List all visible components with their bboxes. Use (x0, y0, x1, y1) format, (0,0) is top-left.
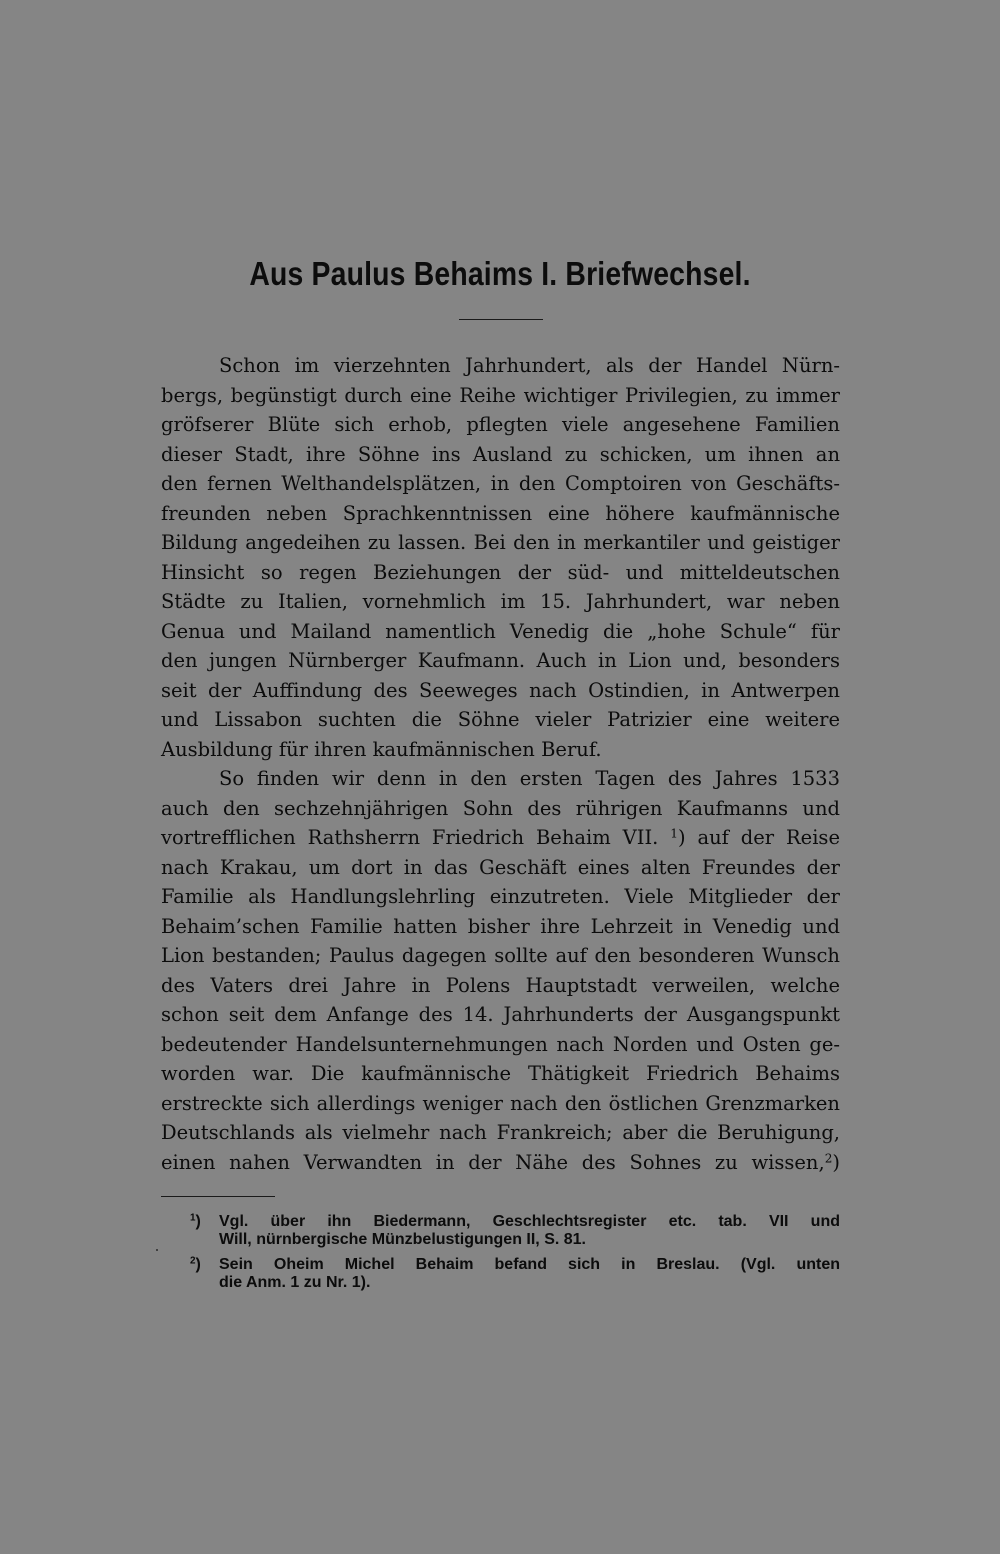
text-line-with-footnote-ref (161, 823, 840, 853)
footnote-marker: $^2$) (190, 1255, 201, 1273)
footnote-ref-2: 2 (824, 1150, 833, 1165)
speck-mark (156, 1249, 158, 1251)
footnote-divider (161, 1196, 275, 1197)
body-text (161, 351, 840, 1177)
text-fragment: ) (832, 1150, 840, 1174)
footnote-2 (161, 1256, 840, 1292)
text-fragment: vortrefflichen Rathsherrn Friedrich Behaim VII. (161, 826, 659, 849)
text-line: freunden neben Sprachkenntnissen eine höhere kaufmännische (161, 501, 840, 525)
text-line: Hinsicht so regen Beziehungen der süd- und mitteldeutschen (161, 560, 840, 584)
text-line: Familie als Handlungslehrling einzutreten. Viele Mitglieder der (161, 885, 840, 908)
text-line: gröfserer Blüte sich erhob, pflegten viele angesehene Familien (161, 413, 840, 436)
footnote-line: Sein Oheim Michel Behaim befand sich in Breslau. (Vgl. unten (219, 1256, 840, 1273)
text-line: Lion bestanden; Paulus dagegen sollte auf den besonderen Wunsch (161, 944, 840, 967)
text-fragment: ) auf der Reise (677, 826, 840, 849)
footnote-1 (161, 1213, 840, 1249)
footnote-line: Vgl. über ihn Biedermann, Geschlechtsregister etc. tab. VII und (219, 1213, 840, 1230)
text-line: bedeutender Handelsunternehmungen nach Norden und Osten ge- (161, 1032, 840, 1056)
text-line: dieser Stadt, ihre Söhne ins Ausland zu schicken, um ihnen an (161, 442, 840, 466)
text-line-with-footnote-ref (161, 1148, 840, 1178)
footnote-marker: $^1$) (190, 1212, 201, 1230)
text-line: So finden wir denn in den ersten Tagen des Jahres 1533 (219, 767, 840, 790)
footnote-line: Will, nürnbergische Münzbelustigungen II, S. 81. (219, 1231, 586, 1248)
text-line: seit der Auffindung des Seeweges nach Ostindien, in Antwerpen (161, 678, 840, 702)
text-line: Genua und Mailand namentlich Venedig die „hohe Schule“ für (161, 619, 840, 643)
text-line: erstreckte sich allerdings weniger nach den östlichen Grenzmarken (161, 1091, 840, 1115)
text-line: den fernen Welthandelsplätzen, in den Comptoiren von Geschäfts- (161, 472, 840, 495)
text-fragment: einen nahen Verwandten in der Nähe des Sohnes zu wissen, (161, 1150, 825, 1174)
text-line: Deutschlands als vielmehr nach Frankreich; aber die Beruhigung, (161, 1121, 840, 1144)
footnotes (161, 1213, 840, 1299)
text-line: und Lissabon suchten die Söhne vieler Patrizier eine weitere (161, 708, 840, 731)
footnote-line: die Anm. 1 zu Nr. 1). (219, 1274, 371, 1291)
text-line: Ausbildung für ihren kaufmännischen Beruf. (161, 737, 602, 761)
text-line: Behaim’schen Familie hatten bisher ihre Lehrzeit in Venedig und (161, 914, 840, 938)
text-line: Schon im vierzehnten Jahrhundert, als der Handel Nürn- (219, 354, 840, 377)
text-line: bergs, begünstigt durch eine Reihe wichtiger Privilegien, zu immer (161, 383, 840, 407)
text-line: Städte zu Italien, vornehmlich im 15. Jahrhundert, war neben (161, 590, 840, 613)
text-line: des Vaters drei Jahre in Polens Hauptstadt verweilen, welche (161, 973, 840, 997)
text-line: nach Krakau, um dort in das Geschäft eines alten Freundes der (161, 855, 840, 879)
page-title: Aus Paulus Behaims I. Briefwechsel. (249, 255, 751, 292)
text-line: Bildung angedeihen zu lassen. Bei den in merkantiler und geistiger (161, 531, 840, 554)
text-line: den jungen Nürnberger Kaufmann. Auch in Lion und, besonders (161, 649, 840, 672)
text-line: worden war. Die kaufmännische Thätigkeit Friedrich Behaims (161, 1062, 840, 1085)
text-line: schon seit dem Anfange des 14. Jahrhunderts der Ausgangspunkt (161, 1003, 840, 1026)
footnote-ref-1: 1 (670, 826, 678, 841)
text-line: auch den sechzehnjährigen Sohn des rührigen Kaufmanns und (161, 796, 840, 820)
title-divider (459, 319, 543, 320)
